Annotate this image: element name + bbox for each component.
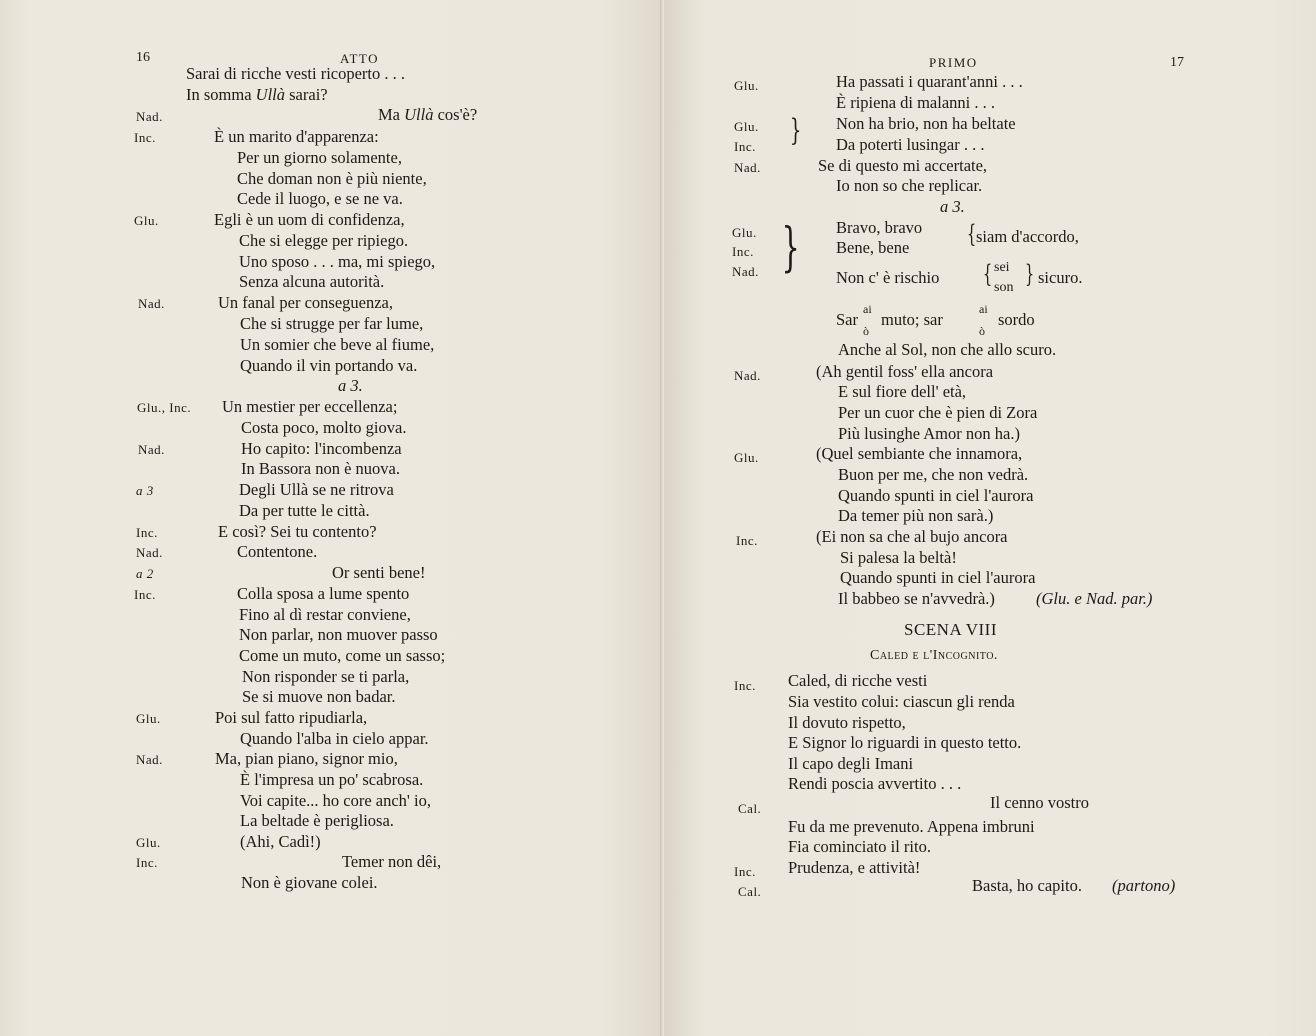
verse-line: Sarai di ricche vesti ricoperto . . . — [186, 64, 406, 83]
verse-line: In Bassora non è nuova. — [241, 459, 401, 478]
verse-line: Il capo degli Imani — [788, 754, 914, 773]
speaker-label: Glu. — [734, 119, 759, 134]
verse-line: In somma Ullà sarai? — [186, 85, 328, 104]
verse-line: Quando spunti in ciel l'aurora — [838, 486, 1034, 505]
verse-line: Senza alcuna autorità. — [239, 272, 385, 291]
verse-line: Degli Ullà se ne ritrova — [239, 480, 394, 499]
bracket: } — [789, 113, 802, 148]
verse-line: Ma Ullà cos'è? — [378, 105, 478, 124]
verse-line: sicuro. — [1038, 268, 1083, 287]
page-number: 16 — [136, 50, 150, 65]
verse-line: E così? Sei tu contento? — [218, 522, 377, 541]
speaker-label: Glu. — [136, 711, 161, 726]
verse-line: Or senti bene! — [332, 563, 426, 582]
bracket: { — [967, 220, 977, 248]
verse-line: Caled, di ricche vesti — [788, 671, 928, 690]
verse-line: Un mestier per eccellenza; — [222, 397, 398, 416]
verse-line: Fino al dì restar conviene, — [239, 605, 411, 624]
verse-line: Se di questo mi accertate, — [818, 156, 988, 175]
ensemble-marker: a 3. — [338, 376, 363, 395]
speaker-label: Nad. — [136, 752, 163, 767]
verse-line: Non c' è rischio — [836, 268, 940, 287]
bracket: } — [781, 218, 800, 278]
verse-line: Non ha brio, non ha beltate — [836, 114, 1016, 133]
verse-line: Per un cuor che è pien di Zora — [838, 403, 1038, 422]
speaker-label: Nad. — [136, 545, 163, 560]
verse-line: È l'impresa un po' scabrosa. — [240, 770, 424, 789]
verse-line: Egli è un uom di confidenza, — [214, 210, 405, 229]
verse-line: Quando spunti in ciel l'aurora — [840, 568, 1036, 587]
verse-line: Da per tutte le città. — [239, 501, 370, 520]
stage-direction: (Glu. e Nad. par.) — [1036, 589, 1153, 608]
verse-line: son — [994, 280, 1014, 295]
verse-line: Che si strugge per far lume, — [240, 314, 424, 333]
speaker-label: Nad. — [732, 264, 759, 279]
verse-line: Il dovuto rispetto, — [788, 713, 906, 732]
verse-line: Ha passati i quarant'anni . . . — [836, 72, 1023, 91]
speaker-label: Inc. — [134, 130, 156, 145]
verse-line: Sia vestito colui: ciascun gli renda — [788, 692, 1015, 711]
verse-line: Contentone. — [237, 542, 318, 561]
speaker-label: Inc. — [734, 139, 756, 154]
verse-line: (Ah gentil foss' ella ancora — [816, 362, 994, 381]
verse-line: Basta, ho capito. — [972, 876, 1082, 895]
verse-line: Ho capito: l'incombenza — [241, 439, 402, 458]
right-page — [664, 0, 1316, 1036]
speaker-label: Inc. — [734, 864, 756, 879]
verse-line: Sar — [836, 310, 858, 329]
speaker-label: Nad. — [734, 368, 761, 383]
verse-line: Rendi poscia avvertito . . . — [788, 774, 962, 793]
verse-line: muto; sar — [881, 310, 943, 329]
speaker-label: Inc. — [732, 244, 754, 259]
page-number: 17 — [1170, 55, 1184, 70]
verse-line: Ma, pian piano, signor mio, — [215, 749, 398, 768]
verse-line: Si palesa la beltà! — [840, 548, 957, 567]
verse-line: Buon per me, che non vedrà. — [838, 465, 1029, 484]
speaker-label: Inc. — [136, 855, 158, 870]
speaker-label: Inc. — [136, 525, 158, 540]
verse-line: Che si elegge per ripiego. — [239, 231, 409, 250]
verse-line: Costa poco, molto giova. — [241, 418, 407, 437]
subscript: ò — [979, 324, 985, 338]
verse-line: Quando l'alba in cielo appar. — [240, 729, 429, 748]
verse-line: Un fanal per conseguenza, — [218, 293, 393, 312]
scene-characters: Caled e l'Incognito. — [870, 648, 998, 663]
ensemble-marker: a 3. — [940, 197, 965, 216]
subscript: ò — [863, 324, 869, 338]
verse-line: Da poterti lusingar . . . — [836, 135, 985, 154]
verse-line: Poi sul fatto ripudiarla, — [215, 708, 368, 727]
verse-line: Prudenza, e attività! — [788, 858, 921, 877]
speaker-label: Nad. — [136, 109, 163, 124]
verse-line: Colla sposa a lume spento — [237, 584, 410, 603]
verse-line: Non risponder se ti parla, — [242, 667, 410, 686]
running-header: ATTO — [340, 51, 379, 66]
verse-line: Voi capite... ho core anch' io, — [240, 791, 431, 810]
verse-line: (Ahi, Cadì!) — [240, 832, 321, 851]
verse-line: Non è giovane colei. — [241, 873, 378, 892]
speaker-label: Cal. — [738, 884, 762, 899]
running-header: PRIMO — [929, 55, 978, 70]
verse-line: Se si muove non badar. — [242, 687, 396, 706]
speaker-label: Inc. — [736, 533, 758, 548]
speaker-label: Nad. — [734, 160, 761, 175]
superscript: ai — [863, 302, 872, 316]
verse-line: (Ei non sa che al bujo ancora — [816, 527, 1008, 546]
verse-line: (Quel sembiante che innamora, — [816, 444, 1023, 463]
speaker-label: Glu. — [136, 835, 161, 850]
verse-line: Il cenno vostro — [990, 793, 1089, 812]
verse-line: Quando il vin portando va. — [240, 356, 418, 375]
speaker-label: a 2 — [136, 566, 154, 581]
speaker-label: Inc. — [134, 587, 156, 602]
verse-line: Temer non dêi, — [342, 852, 442, 871]
verse-line: Che doman non è più niente, — [237, 169, 427, 188]
verse-line: siam d'accordo, — [976, 227, 1079, 246]
bracket: } — [1025, 260, 1035, 288]
superscript: ai — [979, 302, 988, 316]
verse-line: Bene, bene — [836, 238, 910, 257]
verse-line: Un somier che beve al fiume, — [240, 335, 435, 354]
speaker-label: Glu. — [734, 78, 759, 93]
speaker-label: Inc. — [734, 678, 756, 693]
verse-line: Da temer più non sarà.) — [838, 506, 994, 525]
verse-line: Fu da me prevenuto. Appena imbruni — [788, 817, 1035, 836]
verse-line: Per un giorno solamente, — [237, 148, 402, 167]
verse-line: Fia cominciato il rito. — [788, 837, 931, 856]
verse-line: Io non so che replicar. — [836, 176, 983, 195]
speaker-label: a 3 — [136, 483, 154, 498]
verse-line: sei — [994, 260, 1010, 275]
verse-line: E Signor lo riguardi in questo tetto. — [788, 733, 1022, 752]
speaker-label: Cal. — [738, 801, 762, 816]
speaker-label: Glu. — [732, 225, 757, 240]
verse-line: Uno sposo . . . ma, mi spiego, — [239, 252, 436, 271]
verse-line: Cede il luogo, e se ne va. — [237, 189, 403, 208]
speaker-label: Nad. — [138, 442, 165, 457]
verse-line: E sul fiore dell' età, — [838, 382, 967, 401]
verse-line: Bravo, bravo — [836, 218, 923, 237]
speaker-label: Glu., Inc. — [137, 400, 192, 415]
verse-line: Anche al Sol, non che allo scuro. — [838, 340, 1057, 359]
verse-line: Come un muto, come un sasso; — [239, 646, 446, 665]
bracket: { — [983, 260, 993, 288]
verse-line: sordo — [998, 310, 1035, 329]
verse-line: La beltade è perigliosa. — [240, 811, 394, 830]
verse-line: Più lusinghe Amor non ha.) — [838, 424, 1020, 443]
verse-line: Non parlar, non muover passo — [239, 625, 438, 644]
verse-line: È ripiena di malanni . . . — [836, 93, 995, 112]
verse-line: Il babbeo se n'avvedrà.) — [838, 589, 995, 608]
speaker-label: Glu. — [134, 213, 159, 228]
verse-line: È un marito d'apparenza: — [214, 127, 379, 146]
speaker-label: Nad. — [138, 296, 165, 311]
speaker-label: Glu. — [734, 450, 759, 465]
stage-direction: (partono) — [1112, 876, 1176, 895]
scene-heading: SCENA VIII — [904, 620, 997, 639]
